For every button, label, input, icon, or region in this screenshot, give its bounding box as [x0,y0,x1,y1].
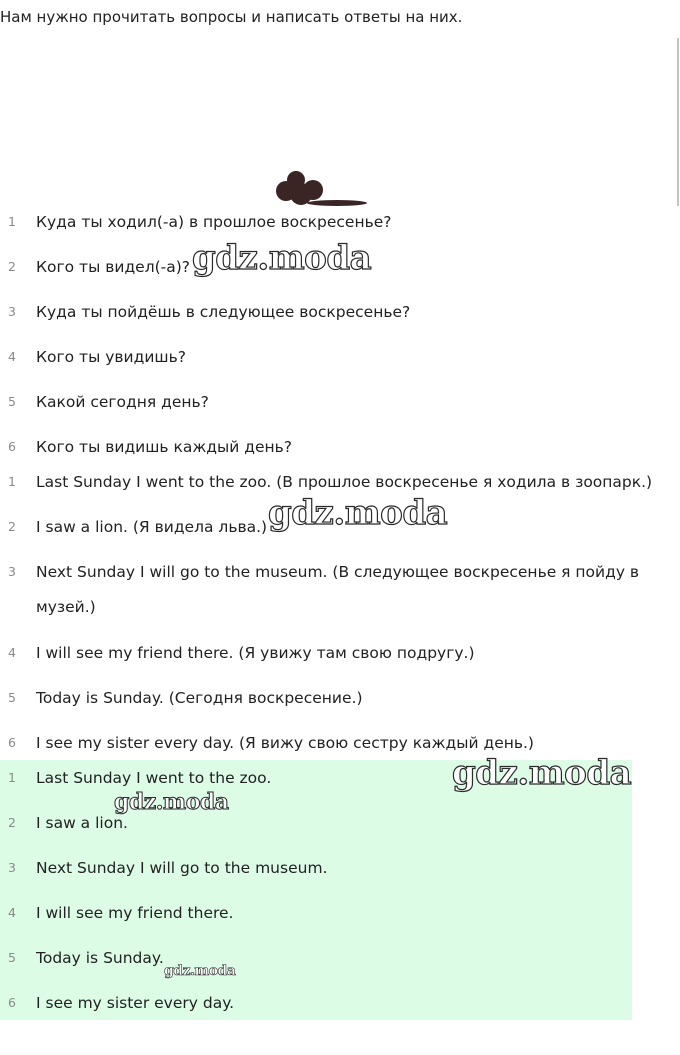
answer-text: I see my sister every day. [36,994,235,1012]
item-number: 6 [8,439,16,454]
watermark-logo: gdz.moda [268,493,448,533]
list-item [0,688,680,733]
question-text: Какой сегодня день? [36,393,209,411]
answer-text: I saw a lion. (Я видела льва.) [36,518,268,536]
question-text: Кого ты увидишь? [36,348,186,366]
list-item [0,858,680,903]
list-item [0,347,680,392]
item-number: 2 [8,519,16,534]
question-text: Куда ты ходил(-а) в прошлое воскресенье? [36,213,392,231]
watermark-logo: gdz.moda [114,789,229,815]
list-item [0,948,680,993]
item-number: 5 [8,950,16,965]
list-item [0,903,680,948]
question-text: Куда ты пойдёшь в следующее воскресенье? [36,303,411,321]
answer-text: Next Sunday I will go to the museum. (В следующее воскресенье я пойду в музей.) [36,563,640,616]
decorative-blob-image [275,170,371,206]
watermark-logo: gdz.moda [452,753,632,793]
item-number: 3 [8,564,16,579]
list-item [0,302,680,347]
item-number: 5 [8,394,16,409]
item-number: 1 [8,770,16,785]
watermark-logo: gdz.moda [192,238,372,278]
answer-text: I will see my friend there. [36,904,234,922]
answer-text: Today is Sunday. [36,949,164,967]
scrollbar[interactable] [677,38,679,206]
answer-text: Next Sunday I will go to the museum. [36,859,328,877]
item-number: 1 [8,474,16,489]
list-item [0,562,680,643]
question-text: Кого ты видел(-а)? [36,258,191,276]
item-number: 1 [8,214,16,229]
answer-text: I see my sister every day. (Я вижу свою сестру каждый день.) [36,734,534,752]
answer-text: I will see my friend there. (Я увижу там свою подругу.) [36,644,475,662]
item-number: 4 [8,645,16,660]
item-number: 6 [8,735,16,750]
final-answers-list [0,768,680,1038]
item-number: 3 [8,304,16,319]
list-item [0,993,680,1038]
list-item [0,643,680,688]
question-text: Кого ты видишь каждый день? [36,438,293,456]
answer-text: Last Sunday I went to the zoo. (В прошлое воскресенье я ходила в зоопарк.) [36,473,653,491]
item-number: 6 [8,995,16,1010]
answer-text: Today is Sunday. (Сегодня воскресение.) [36,689,363,707]
list-item [0,392,680,437]
item-number: 5 [8,690,16,705]
item-number: 4 [8,349,16,364]
item-number: 4 [8,905,16,920]
watermark-logo: gdz.moda [164,963,236,979]
item-number: 2 [8,815,16,830]
item-number: 2 [8,259,16,274]
list-item [0,813,680,858]
answer-text: I saw a lion. [36,814,128,832]
answer-text: Last Sunday I went to the zoo. [36,769,272,787]
intro-text: Нам нужно прочитать вопросы и написать ответы на них. [0,8,463,26]
item-number: 3 [8,860,16,875]
